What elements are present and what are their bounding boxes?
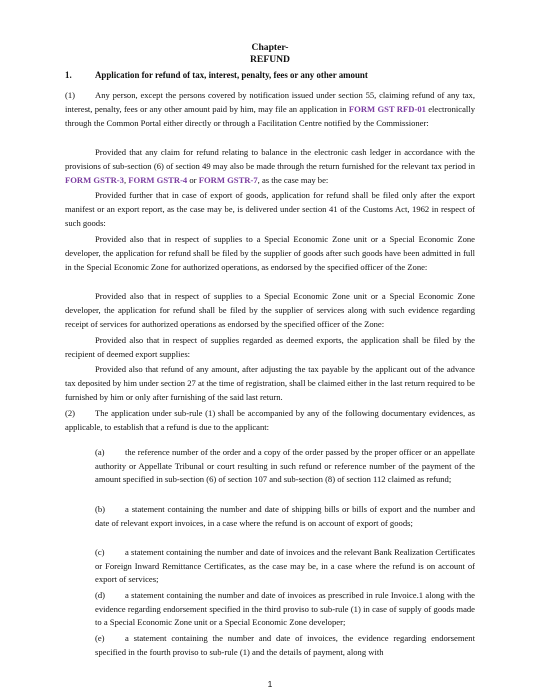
- proviso-3: [65, 233, 475, 275]
- chapter-heading: Chapter-: [251, 42, 289, 53]
- list-item: [95, 437, 475, 496]
- proviso-1: [65, 146, 475, 188]
- rule-title: [65, 69, 485, 83]
- paragraph-text: Any person, except the persons covered by notification issued under section 55, claiming refund of any tax, interest, penalty, fees or any other amount paid by him, may file an application in: [65, 90, 475, 114]
- paragraph-label: (1): [65, 90, 76, 100]
- list-item: [95, 623, 475, 668]
- rule-title-text: Application for refund of tax, interest, penalty, fees or any other amount: [95, 70, 368, 80]
- proviso-6: [65, 363, 475, 405]
- proviso-text: Provided also that in respect of supplies to a Special Economic Zone unit or a Special Economic Zone developer, the application for refund shall be filed by the supplier of goods after such goods have been admitted in full in the Special Economic Zone for authorized operations, as endorsed by the specified officer of the Zone:: [65, 234, 475, 272]
- proviso-5: [65, 334, 475, 362]
- paragraph-1: [65, 89, 475, 131]
- proviso-4: [65, 290, 475, 332]
- item-label: (b): [95, 503, 106, 514]
- form-reference: FORM GSTR-4: [128, 174, 188, 185]
- page-number: 1: [267, 679, 273, 689]
- proviso-text: Provided further that in case of export of goods, application for refund shall be filed only after the export manifest or an export report, as the case may be, is delivered under section 41 of the Customs Act, 1962 in respect of such goods:: [65, 190, 475, 228]
- form-reference: FORM GST RFD-01: [348, 103, 426, 114]
- proviso-2: [65, 189, 475, 231]
- form-reference: FORM GSTR-7: [198, 174, 258, 185]
- chapter-title: REFUND: [250, 54, 290, 65]
- item-label: (a): [95, 446, 105, 457]
- item-label: (e): [95, 632, 105, 643]
- paragraph-2: [65, 407, 475, 435]
- item-text: a statement containing the number and date of shipping bills or bills of export and the number and date of relevant export invoices, in a case where the refund is on account of export of goods;: [95, 503, 475, 528]
- proviso-text: Provided also that refund of any amount, after adjusting the tax payable by the applicant out of the advance tax deposited by him under section 27 at the time of registration, shall be claimed either in the last return required to be furnished by him or only after furnishing of the said last return.: [65, 364, 475, 402]
- paragraph-text: electronically through the Common Portal either directly or through a Facilitation Centre notified by the Commissioner:: [65, 103, 475, 128]
- paragraph-label: (2): [65, 408, 76, 418]
- list-item: [95, 494, 475, 539]
- item-text: a statement containing the number and date of invoices and the relevant Bank Realization Certificates or Foreign Inward Remittance Certificates, as the case may be, in a case where the refund is on account of export of services;: [95, 546, 475, 585]
- item-text: the reference number of the order and a copy of the order passed by the proper officer or an appellate authority or Appellate Tribunal or court resulting in such refund or reference number of the payment of the amount specified in sub-section (6) of section 107 and sub-section (8) of section 112 claimed as refund;: [95, 446, 475, 485]
- paragraph-text: The application under sub-rule (1) shall be accompanied by any of the following documentary evidences, as applicable, to establish that a refund is due to the applicant:: [65, 408, 475, 432]
- separator: ,: [123, 174, 129, 185]
- item-label: (c): [95, 546, 105, 557]
- item-text: a statement containing the number and date of invoices, the evidence regarding endorsement specified in the fourth proviso to sub-rule (1) and the details of payment, along with: [95, 632, 475, 657]
- proviso-text: Provided also that in respect of supplies regarded as deemed exports, the application shall be filed by the recipient of deemed export supplies:: [65, 335, 475, 359]
- item-label: (d): [95, 589, 106, 600]
- rule-number: 1.: [65, 70, 72, 80]
- proviso-text: Provided that any claim for refund relating to balance in the electronic cash ledger in accordance with the provisions of sub-section (6) of section 49 may also be made through the return furnished for the relevant tax period in: [65, 147, 475, 171]
- separator: or: [187, 174, 199, 185]
- item-text: a statement containing the number and date of invoices as prescribed in rule Invoice.1 along with the evidence regarding endorsement specified in the third proviso to sub-rule (1) in case of supply of goods made to a Special Economic Zone unit or a Special Economic Zone developer;: [95, 589, 475, 628]
- proviso-text: , as the case may be:: [257, 174, 329, 185]
- form-reference: FORM GSTR-3: [65, 174, 124, 185]
- proviso-text: Provided also that in respect of supplies to a Special Economic Zone unit or a Special Economic Zone developer, the application for refund shall be filed by the supplier of services along with such evidence regarding receipt of services for authorized operations as endorsed by the specified officer of the Zone:: [65, 291, 475, 329]
